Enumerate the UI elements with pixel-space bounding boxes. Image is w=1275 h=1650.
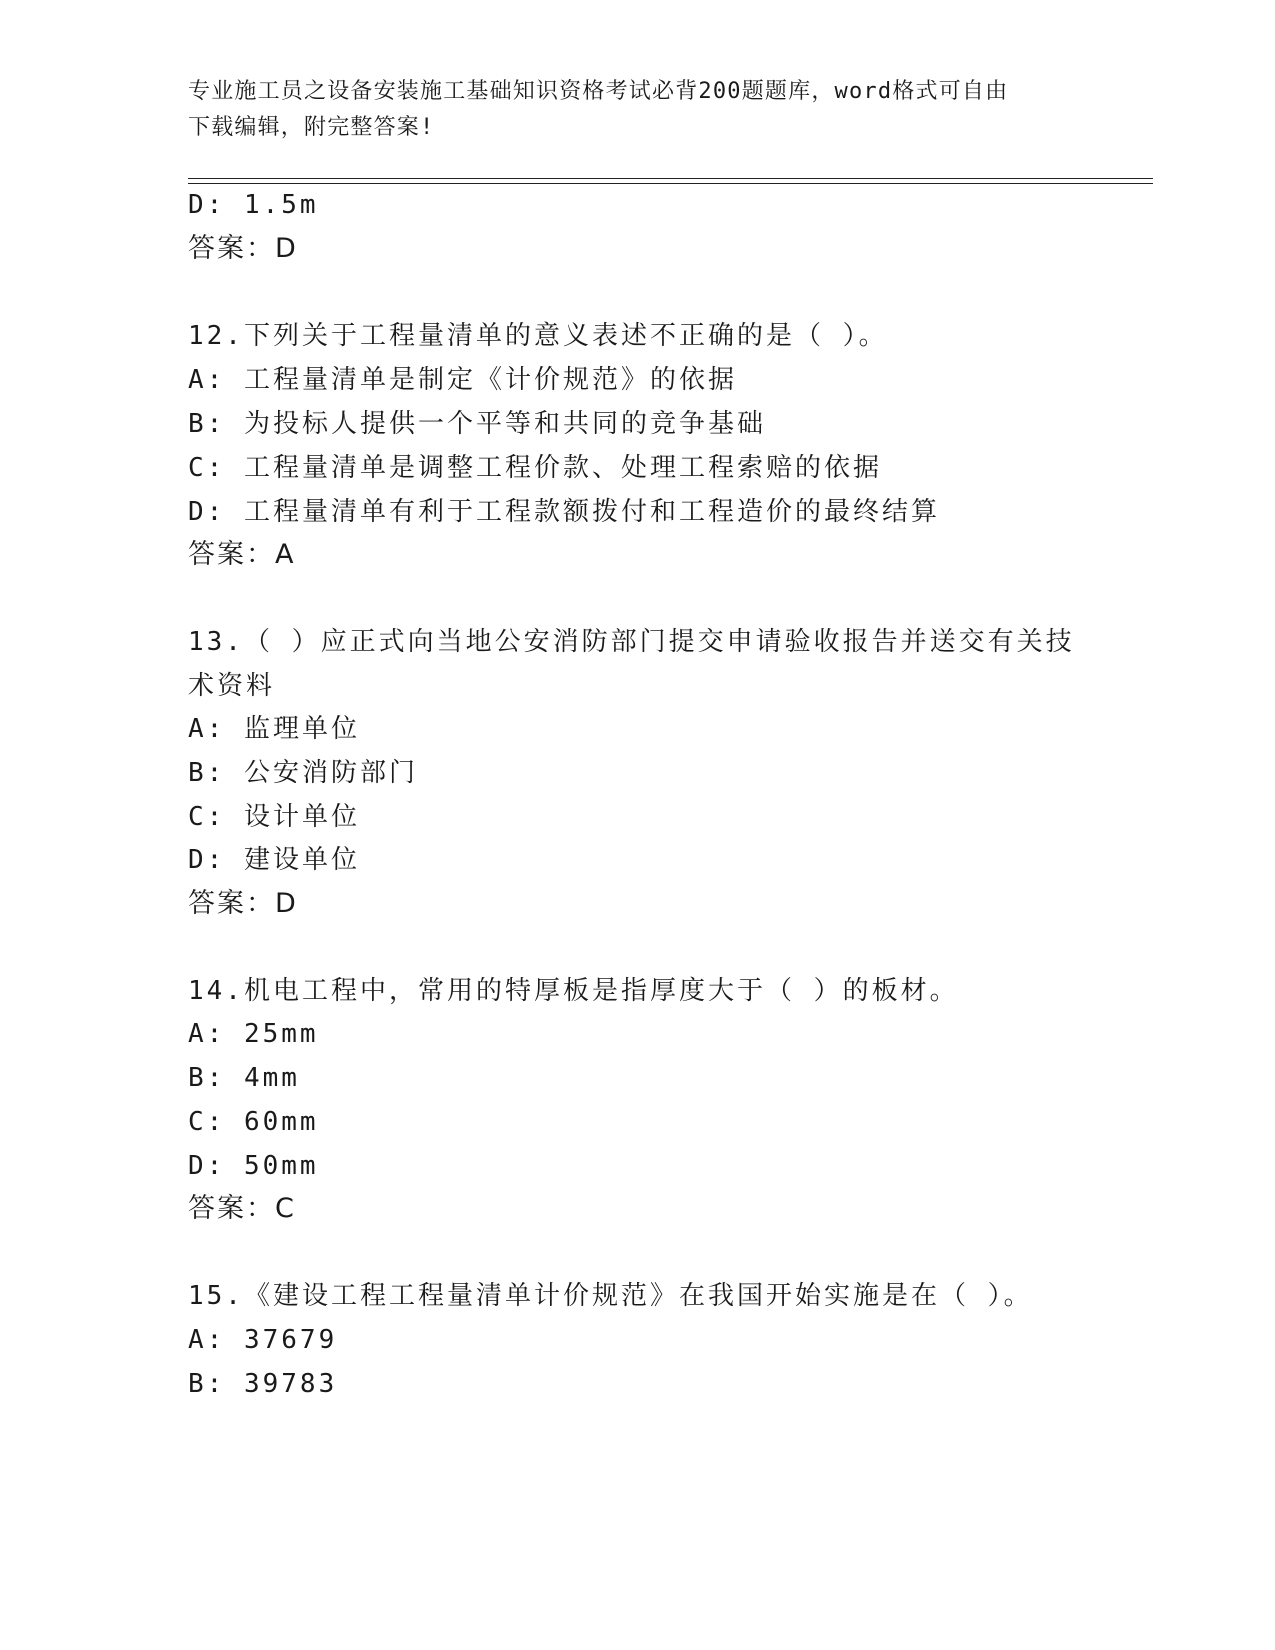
- prev-option-d: D: 1.5m: [188, 190, 319, 220]
- question-14-option-d: D: 50mm: [188, 1151, 319, 1181]
- question-12-stem: 12.下列关于工程量清单的意义表述不正确的是（ ）。: [188, 321, 888, 351]
- question-12-option-c: C: 工程量清单是调整工程价款、处理工程索赔的依据: [188, 453, 882, 483]
- document-header: [188, 74, 1068, 146]
- question-15-option-b: B: 39783: [188, 1369, 338, 1399]
- question-13-option-a: A: 监理单位: [188, 714, 360, 744]
- question-13-stem-line-2: 术资料: [188, 671, 276, 701]
- question-15-option-a: A: 37679: [188, 1325, 338, 1355]
- question-14-answer: 答案：C: [188, 1193, 296, 1224]
- header-line-1: 专业施工员之设备安装施工基础知识资格考试必背200题题库，word格式可自由: [188, 79, 1009, 104]
- question-12-option-a: A: 工程量清单是制定《计价规范》的依据: [188, 365, 737, 395]
- question-14-stem: 14.机电工程中，常用的特厚板是指厚度大于（ ）的板材。: [188, 976, 959, 1006]
- header-line-2: 下载编辑，附完整答案!: [188, 115, 435, 140]
- question-15-stem: 15.《建设工程工程量清单计价规范》在我国开始实施是在（ ）。: [188, 1281, 1033, 1311]
- question-14-option-b: B: 4mm: [188, 1063, 300, 1093]
- question-13-option-c: C: 设计单位: [188, 802, 360, 832]
- header-divider-bottom: [188, 183, 1153, 184]
- question-13-option-d: D: 建设单位: [188, 845, 360, 875]
- question-12-answer: 答案：A: [188, 539, 296, 570]
- question-14-option-c: C: 60mm: [188, 1107, 319, 1137]
- question-12-option-d: D: 工程量清单有利于工程款额拨付和工程造价的最终结算: [188, 497, 940, 527]
- question-14-option-a: A: 25mm: [188, 1019, 319, 1049]
- question-13-answer: 答案：D: [188, 888, 298, 919]
- header-divider-top: [188, 178, 1153, 179]
- question-12-option-b: B: 为投标人提供一个平等和共同的竞争基础: [188, 409, 766, 439]
- question-13-stem-line-1: 13.（ ）应正式向当地公安消防部门提交申请验收报告并送交有关技: [188, 627, 1075, 657]
- question-13-option-b: B: 公安消防部门: [188, 758, 418, 788]
- prev-answer: 答案：D: [188, 233, 298, 264]
